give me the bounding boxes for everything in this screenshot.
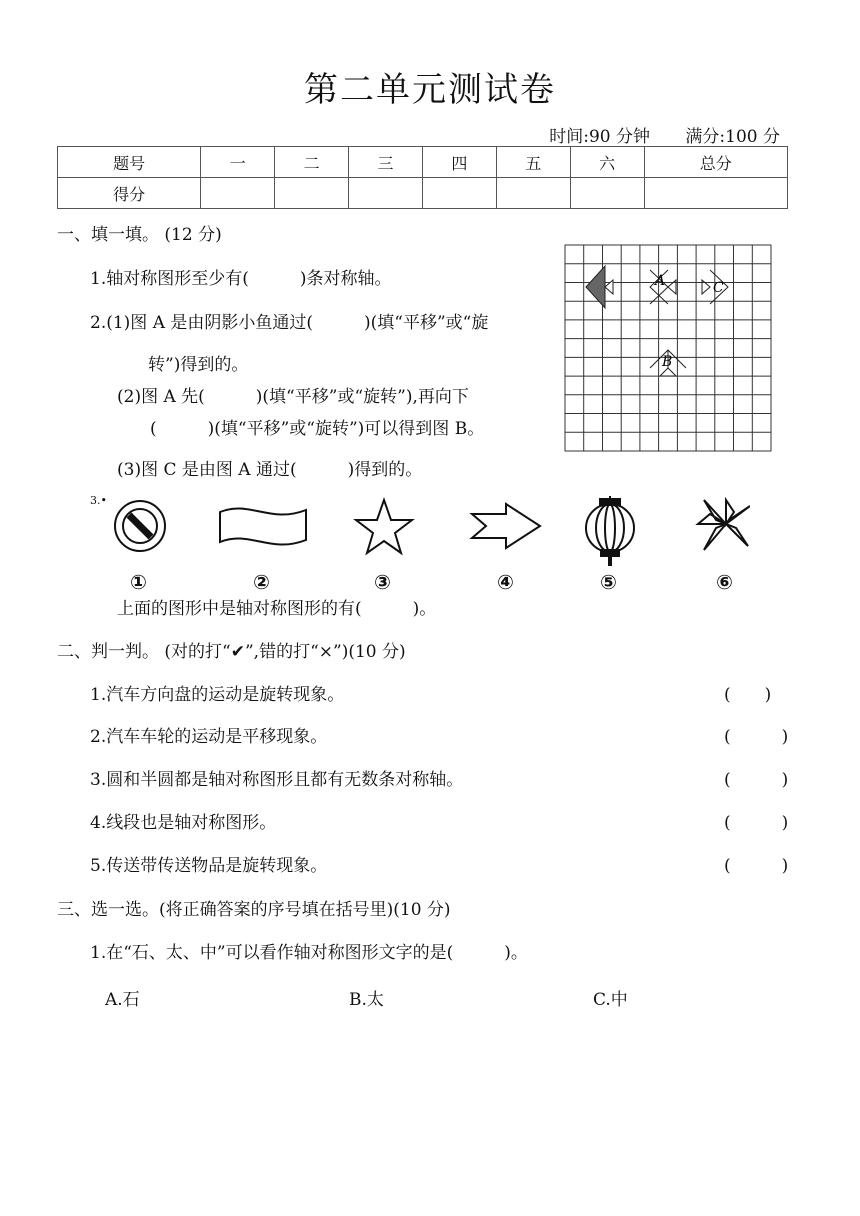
- score-cell[interactable]: [644, 178, 787, 209]
- table-cell: 六: [570, 147, 644, 178]
- score-cell[interactable]: [349, 178, 423, 209]
- figure-number: ②: [253, 570, 270, 594]
- figure-number: ④: [497, 570, 514, 594]
- table-cell: 总分: [644, 147, 787, 178]
- table-cell: 五: [496, 147, 570, 178]
- question-1-2-1: 2.(1)图 A 是由阴影小鱼通过( )(填“平移”或“旋: [90, 313, 489, 333]
- table-cell: 一: [201, 147, 275, 178]
- page-title: 第二单元测试卷: [304, 70, 556, 110]
- score-cell[interactable]: [422, 178, 496, 209]
- section-1-heading: 一、填一填。 (12 分): [57, 225, 222, 245]
- label-b: B: [662, 354, 673, 370]
- answer-blank[interactable]: ( ): [724, 727, 789, 747]
- table-cell: 三: [349, 147, 423, 178]
- choice-question-1: 1.在“石、太、中”可以看作轴对称图形文字的是( )。: [90, 943, 528, 963]
- table-cell: 二: [275, 147, 349, 178]
- judge-item: 3.圆和半圆都是轴对称图形且都有无数条对称轴。: [90, 770, 464, 790]
- figure-number: ①: [130, 570, 147, 594]
- score-cell[interactable]: [570, 178, 644, 209]
- score-table: [57, 146, 788, 209]
- question-1-2-2: (2)图 A 先( )(填“平移”或“旋转”),再向下: [117, 387, 469, 407]
- answer-blank[interactable]: ( ): [724, 770, 789, 790]
- exam-info: [519, 122, 780, 147]
- score-cell[interactable]: [201, 178, 275, 209]
- label-c: C: [713, 280, 724, 296]
- figure-number: ③: [374, 570, 391, 594]
- time-limit: 时间:90 分钟: [549, 127, 650, 147]
- section-3-heading: 三、选一选。(将正确答案的序号填在括号里)(10 分): [57, 900, 451, 920]
- shapes-row: [110, 496, 750, 566]
- score-cell[interactable]: [275, 178, 349, 209]
- judge-item: 4.线段也是轴对称图形。: [90, 813, 277, 833]
- answer-blank[interactable]: ( ): [724, 813, 789, 833]
- option-a[interactable]: A.石: [105, 990, 140, 1010]
- answer-blank[interactable]: ( ): [724, 685, 772, 705]
- score-table-score-row: [58, 178, 788, 209]
- table-cell: 题号: [58, 147, 201, 178]
- judge-item: 5.传送带传送物品是旋转现象。: [90, 856, 328, 876]
- option-c[interactable]: C.中: [593, 990, 628, 1010]
- banner-shape: [220, 509, 306, 545]
- table-cell: 得分: [58, 178, 201, 209]
- grid-figure: [560, 240, 775, 455]
- question-1-3-number: 3.•: [90, 494, 107, 507]
- option-b[interactable]: B.太: [349, 990, 384, 1010]
- section-2-heading: 二、判一判。 (对的打“✔”,错的打“×”)(10 分): [57, 642, 406, 662]
- answer-blank[interactable]: ( ): [724, 856, 789, 876]
- figure-number: ⑥: [716, 570, 733, 594]
- lantern-shape: [586, 496, 634, 566]
- no-sign-shape: [115, 501, 165, 551]
- table-cell: 四: [422, 147, 496, 178]
- question-1-2-1-cont: 转”)得到的。: [148, 355, 249, 375]
- arrow-shape: [472, 504, 540, 548]
- full-score: 满分:100 分: [685, 127, 780, 147]
- question-1-1: 1.轴对称图形至少有( )条对称轴。: [90, 269, 392, 289]
- question-1-2-3: (3)图 C 是由图 A 通过( )得到的。: [117, 460, 423, 480]
- pinwheel-shape: [698, 500, 750, 550]
- score-table-header-row: [58, 147, 788, 178]
- judge-item: 1.汽车方向盘的运动是旋转现象。: [90, 685, 345, 705]
- judge-item: 2.汽车车轮的运动是平移现象。: [90, 727, 328, 747]
- question-1-3-text: 上面的图形中是轴对称图形的有( )。: [117, 599, 437, 619]
- question-1-2-2-cont: ( )(填“平移”或“旋转”)可以得到图 B。: [150, 419, 485, 439]
- score-cell[interactable]: [496, 178, 570, 209]
- figure-number: ⑤: [600, 570, 617, 594]
- star-shape: [356, 500, 412, 553]
- label-a: A: [655, 273, 666, 289]
- shaded-fish-shape: [586, 266, 613, 308]
